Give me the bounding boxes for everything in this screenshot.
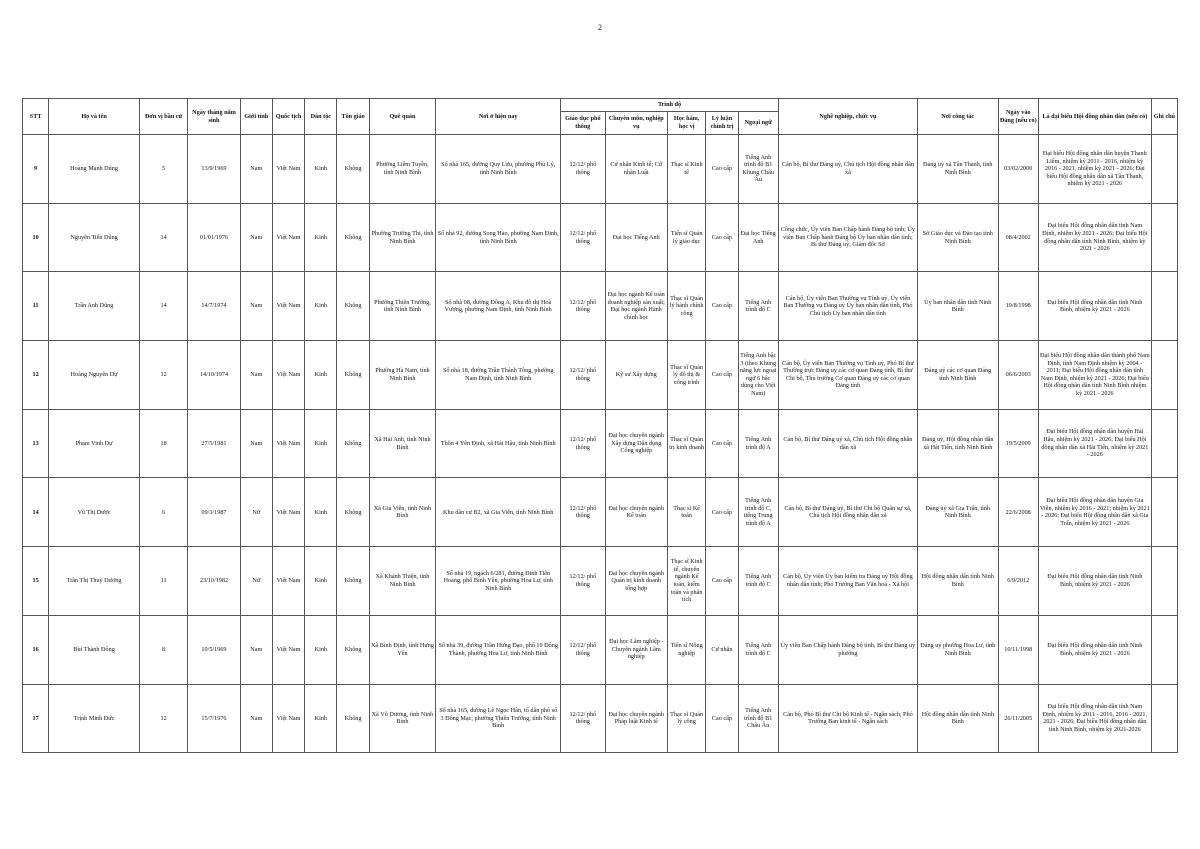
cell-degree: Thạc sĩ Kinh tế [668, 135, 706, 204]
header-stt: STT [23, 99, 49, 135]
header-political: Lý luận chính trị [706, 112, 738, 135]
cell-religion: Không [337, 341, 369, 410]
cell-residence: Số nhà 39, đường Trần Hưng Đạo, phố 10 Đông Thành, phường Hoa Lư, tỉnh Ninh Bình [436, 615, 561, 684]
cell-ethnicity: Kinh [305, 547, 337, 616]
cell-party-date: 26/11/2005 [998, 684, 1038, 753]
cell-name: Hoàng Mạnh Dũng [49, 135, 140, 204]
cell-specialty: Đại học Lâm nghiệp - Chuyên ngành Lâm nghiệp [605, 615, 667, 684]
cell-name: Hoàng Nguyên Dự [49, 341, 140, 410]
cell-degree: Tiến sĩ Quản lý giáo dục [668, 203, 706, 272]
cell-party-date: 19/8/1998 [998, 272, 1038, 341]
cell-ethnicity: Kinh [305, 615, 337, 684]
header-workplace: Nơi công tác [917, 99, 998, 135]
cell-gender: Nam [240, 684, 272, 753]
cell-party-date: 10/11/1998 [998, 615, 1038, 684]
table-row [23, 478, 1178, 547]
header-religion: Tôn giáo [337, 99, 369, 135]
table-row [23, 341, 1178, 410]
header-name: Họ và tên [49, 99, 140, 135]
header-nationality: Quốc tịch [272, 99, 304, 135]
cell-general-edu: 12/12/ phổ thông [561, 684, 605, 753]
cell-general-edu: 12/12/ phổ thông [561, 135, 605, 204]
cell-hometown: Xã Vũ Dương, tỉnh Ninh Bình [369, 684, 436, 753]
cell-political: Cao cấp [706, 203, 738, 272]
cell-general-edu: 12/12/ phổ thông [561, 272, 605, 341]
cell-stt: 14 [23, 478, 49, 547]
cell-ethnicity: Kinh [305, 272, 337, 341]
cell-delegate: Đại biểu Hội đồng nhân dân tỉnh Ninh Bình, nhiệm kỳ 2021 - 2026 [1038, 615, 1151, 684]
header-dob: Ngày tháng năm sinh [188, 99, 240, 135]
cell-dob: 10/5/1969 [188, 615, 240, 684]
cell-degree: Thạc sĩ Quản trị kinh doanh [668, 409, 706, 478]
cell-dob: 14/10/1974 [188, 341, 240, 410]
header-delegate: Là đại biểu Hội đồng nhân dân (nếu có) [1038, 99, 1151, 135]
cell-note [1151, 478, 1177, 547]
cell-party-date: 06/6/2003 [998, 341, 1038, 410]
cell-hometown: Xã Bình Định, tỉnh Hưng Yên [369, 615, 436, 684]
cell-gender: Nam [240, 409, 272, 478]
cell-degree: Thạc sĩ Quản lý công [668, 684, 706, 753]
cell-workplace: Đảng uỷ xã Tân Thanh, tỉnh Ninh Bình [917, 135, 998, 204]
cell-language: Tiếng Anh trình độ B1 Khung Châu Âu [738, 135, 778, 204]
cell-language: Tiếng Anh trình độ C [738, 272, 778, 341]
cell-workplace: Sở Giáo dục và Đào tạo tỉnh Ninh Bình [917, 203, 998, 272]
cell-language: Tiếng Anh trình độ A [738, 409, 778, 478]
cell-dob: 27/5/1981 [188, 409, 240, 478]
cell-general-edu: 12/12/ phổ thông [561, 203, 605, 272]
cell-gender: Nữ [240, 478, 272, 547]
header-note: Ghi chú [1151, 99, 1177, 135]
cell-note [1151, 341, 1177, 410]
cell-political: Cử nhân [706, 615, 738, 684]
cell-specialty: Cử nhân Kinh tế; Cử nhân Luật [605, 135, 667, 204]
cell-ethnicity: Kinh [305, 409, 337, 478]
cell-stt: 9 [23, 135, 49, 204]
cell-religion: Không [337, 684, 369, 753]
cell-specialty: Đại học chuyên ngành Kế toán [605, 478, 667, 547]
cell-political: Cao cấp [706, 547, 738, 616]
header-degree: Học hàm, học vị [668, 112, 706, 135]
cell-general-edu: 12/12/ phổ thông [561, 478, 605, 547]
table-row [23, 547, 1178, 616]
cell-name: Trần Thị Thuỳ Dương [49, 547, 140, 616]
cell-occupation: Cán bộ, Bí thư Đảng uỷ xã, Chủ tịch Hội đồng nhân dân xã [778, 409, 917, 478]
cell-residence: Khu dân cư B2, xã Gia Viễn, tỉnh Ninh Bình [436, 478, 561, 547]
cell-residence: Số nhà 18, đường Trần Thánh Tông, phường Nam Định, tỉnh Ninh Bình [436, 341, 561, 410]
cell-ethnicity: Kinh [305, 684, 337, 753]
cell-party-date: 03/02/2000 [998, 135, 1038, 204]
cell-hometown: Xã Hải Anh, tỉnh Ninh Bình [369, 409, 436, 478]
cell-name: Nguyễn Tiến Dũng [49, 203, 140, 272]
cell-delegate: Đại biểu Hội đồng nhân dân tỉnh Ninh Bình, nhiệm kỳ 2021 - 2026 [1038, 272, 1151, 341]
cell-stt: 10 [23, 203, 49, 272]
cell-specialty: Đại học chuyên ngành Xây dựng Dân dụng Công nghiệp [605, 409, 667, 478]
cell-stt: 17 [23, 684, 49, 753]
cell-general-edu: 12/12/ phổ thông [561, 615, 605, 684]
cell-unit: 14 [139, 272, 187, 341]
table-row [23, 203, 1178, 272]
cell-gender: Nam [240, 203, 272, 272]
cell-stt: 16 [23, 615, 49, 684]
header-specialty: Chuyên môn, nghiệp vụ [605, 112, 667, 135]
cell-religion: Không [337, 547, 369, 616]
header-party-date: Ngày vào Đảng (nếu có) [998, 99, 1038, 135]
cell-language: Tiếng Anh bậc 3 (theo Khung năng lực ngoại ngữ 6 bậc dùng cho Việt Nam) [738, 341, 778, 410]
cell-degree: Thạc sĩ Kinh tế, chuyên ngành Kế toán, kiểm toán và phân tích [668, 547, 706, 616]
cell-workplace: Đảng uỷ, Hội đồng nhân dân xã Hải Tiến, tỉnh Ninh Bình [917, 409, 998, 478]
cell-stt: 12 [23, 341, 49, 410]
cell-residence: Số nhà 92, đường Song Hào, phường Nam Định, tỉnh Ninh Bình [436, 203, 561, 272]
cell-name: Bùi Thành Đông [49, 615, 140, 684]
cell-religion: Không [337, 203, 369, 272]
cell-occupation: Cán bộ, Ủy viên Ban Thường vụ Tỉnh uỷ, Ủy viên Ban Thường vụ Đảng uỷ Ủy ban nhân dân tỉnh, Phó Chủ tịch Ủy ban nhân dân tỉnh [778, 272, 917, 341]
cell-gender: Nam [240, 135, 272, 204]
cell-workplace: Đảng uỷ phường Hoa Lư, tỉnh Ninh Bình [917, 615, 998, 684]
cell-nationality: Việt Nam [272, 615, 304, 684]
cell-note [1151, 135, 1177, 204]
table-row [23, 684, 1178, 753]
cell-workplace: Hội đồng nhân dân tỉnh Ninh Bình [917, 684, 998, 753]
table-row [23, 409, 1178, 478]
cell-general-edu: 12/12/ phổ thông [561, 341, 605, 410]
table-row [23, 135, 1178, 204]
cell-specialty: Đại học ngành Kế toán doanh nghiệp sản xuất; Đại học ngành Hành chính học [605, 272, 667, 341]
cell-dob: 01/01/1976 [188, 203, 240, 272]
cell-workplace: Đảng uỷ các cơ quan Đảng tỉnh Ninh Bình [917, 341, 998, 410]
header-ethnicity: Dân tộc [305, 99, 337, 135]
cell-stt: 15 [23, 547, 49, 616]
cell-unit: 8 [139, 615, 187, 684]
cell-ethnicity: Kinh [305, 478, 337, 547]
cell-general-edu: 12/12/ phổ thông [561, 409, 605, 478]
cell-note [1151, 615, 1177, 684]
cell-dob: 14/7/1974 [188, 272, 240, 341]
cell-specialty: Đại học chuyên ngành Pháp luật Kinh tế [605, 684, 667, 753]
header-language: Ngoại ngữ [738, 112, 778, 135]
cell-residence: Số nhà 165, đường Lê Ngọc Hân, tổ dân phố số 3 Đông Mạc, phường Thiên Trường, tỉnh Ninh Bình [436, 684, 561, 753]
cell-political: Cao cấp [706, 684, 738, 753]
cell-degree: Thạc sĩ Quản lý hành chính công [668, 272, 706, 341]
cell-religion: Không [337, 478, 369, 547]
cell-unit: 6 [139, 478, 187, 547]
cell-delegate: Đại biểu Hội đồng nhân dân tỉnh Nam Định, nhiệm kỳ 2021 - 2026; Đại biểu Hội đồng nhân dân tỉnh Ninh Bình, nhiệm kỳ 2021 - 2026 [1038, 203, 1151, 272]
cell-hometown: Phường Hà Nam, tỉnh Ninh Bình [369, 341, 436, 410]
cell-stt: 11 [23, 272, 49, 341]
cell-name: Trần Anh Dũng [49, 272, 140, 341]
cell-delegate: Đại biểu Hội đồng nhân dân thành phố Nam Định, tỉnh Nam Định nhiệm kỳ 2004 - 2011; Đại biểu Hội đồng nhân dân tỉnh Nam Định, nhiệm kỳ 2021 - 2026; Đại biểu Hội đồng nhân dân tỉnh Ninh Bình nhiệm kỳ 2021 - 2026 [1038, 341, 1151, 410]
cell-dob: 15/7/1976 [188, 684, 240, 753]
cell-gender: Nữ [240, 547, 272, 616]
cell-note [1151, 547, 1177, 616]
cell-hometown: Phường Trường Thi, tỉnh Ninh Bình [369, 203, 436, 272]
cell-hometown: Phường Liêm Tuyền, tỉnh Ninh Bình [369, 135, 436, 204]
cell-political: Cao cấp [706, 272, 738, 341]
table-row [23, 272, 1178, 341]
cell-gender: Nam [240, 341, 272, 410]
table-row [23, 615, 1178, 684]
cell-occupation: Cán bộ, Ủy viên Ủy ban kiểm tra Đảng uỷ Hội đồng nhân dân tỉnh; Phó Trưởng Ban Văn hoá - Xã hội [778, 547, 917, 616]
candidate-table [22, 98, 1178, 753]
header-occupation: Nghề nghiệp, chức vụ [778, 99, 917, 135]
cell-occupation: Cán bộ, Phó Bí thư Chi bộ Kinh tế - Ngân sách, Phó Trưởng Ban kinh tế - Ngân sách [778, 684, 917, 753]
cell-delegate: Đại biểu Hội đồng nhân dân huyện Hải Hậu, nhiệm kỳ 2021 - 2026; Đại biểu Hội đồng nhân dân xã Hải Tiến, nhiệm kỳ 2021 - 2026 [1038, 409, 1151, 478]
cell-party-date: 22/6/2008 [998, 478, 1038, 547]
cell-ethnicity: Kinh [305, 341, 337, 410]
cell-note [1151, 203, 1177, 272]
cell-unit: 12 [139, 684, 187, 753]
cell-dob: 23/10/1982 [188, 547, 240, 616]
cell-nationality: Việt Nam [272, 409, 304, 478]
cell-degree: Thạc sĩ Kế toán [668, 478, 706, 547]
cell-specialty: Kỹ sư Xây dựng [605, 341, 667, 410]
cell-delegate: Đại biểu Hội đồng nhân dân huyện Thanh Liêm, nhiệm kỳ 2011 - 2016, nhiệm kỳ 2016 - 2021, nhiệm kỳ 2021 - 2026; Đại biểu Hội đồng nhân dân xã Tân Thanh, nhiệm kỳ 2021 - 2026 [1038, 135, 1151, 204]
cell-occupation: Cán bộ, Ủy viên Ban Thường vụ Tỉnh uỷ, Phó Bí thư Thường trực Đảng uỷ các cơ quan Đảng tỉnh, Bí thư Chi bộ, Thủ trưởng Cơ quan Đảng uỷ các cơ quan Đảng tỉnh [778, 341, 917, 410]
header-hometown: Quê quán [369, 99, 436, 135]
cell-gender: Nam [240, 615, 272, 684]
cell-language: Tiếng Anh trình độ C, tiếng Trung trình độ A [738, 478, 778, 547]
cell-note [1151, 272, 1177, 341]
cell-political: Cao cấp [706, 409, 738, 478]
cell-dob: 13/9/1969 [188, 135, 240, 204]
cell-nationality: Việt Nam [272, 547, 304, 616]
cell-degree: Thạc sĩ Quản lý đô thị & công trình [668, 341, 706, 410]
cell-occupation: Cán bộ, Bí thư Đảng uỷ, Chủ tịch Hội đồng nhân dân xã [778, 135, 917, 204]
cell-religion: Không [337, 409, 369, 478]
cell-nationality: Việt Nam [272, 203, 304, 272]
cell-party-date: 08/4/2002 [998, 203, 1038, 272]
cell-political: Cao cấp [706, 135, 738, 204]
cell-unit: 14 [139, 203, 187, 272]
cell-stt: 13 [23, 409, 49, 478]
cell-unit: 11 [139, 547, 187, 616]
cell-language: Tiếng Anh trình độ B1 Châu Âu [738, 684, 778, 753]
cell-delegate: Đại biểu Hội đồng nhân dân huyện Gia Viễn, nhiệm kỳ 2016 - 2021; nhiệm kỳ 2021 - 2026; Đại biểu Hội đồng nhân dân xã Gia Trấn, nhiệm kỳ 2021 - 2026 [1038, 478, 1151, 547]
cell-general-edu: 12/12/ phổ thông [561, 547, 605, 616]
cell-political: Cao cấp [706, 341, 738, 410]
cell-note [1151, 409, 1177, 478]
cell-nationality: Việt Nam [272, 272, 304, 341]
cell-workplace: Hội đồng nhân dân tỉnh Ninh Bình [917, 547, 998, 616]
cell-language: Tiếng Anh trình độ C [738, 547, 778, 616]
cell-gender: Nam [240, 272, 272, 341]
cell-residence: Thôn 4 Yên Định, xã Hải Hậu, tỉnh Ninh Bình [436, 409, 561, 478]
header-gender: Giới tính [240, 99, 272, 135]
cell-hometown: Xã Khánh Thiện, tỉnh Ninh Bình [369, 547, 436, 616]
page-number: 2 [598, 23, 602, 32]
cell-ethnicity: Kinh [305, 203, 337, 272]
header-unit: Đơn vị bầu cử [139, 99, 187, 135]
cell-ethnicity: Kinh [305, 135, 337, 204]
cell-unit: 5 [139, 135, 187, 204]
cell-nationality: Việt Nam [272, 684, 304, 753]
cell-occupation: Ủy viên Ban Chấp hành Đảng bộ tỉnh, Bí thư Đảng uỷ phường [778, 615, 917, 684]
cell-unit: 18 [139, 409, 187, 478]
header-education-group: Trình độ [561, 99, 779, 112]
cell-language: Tiếng Anh trình độ C [738, 615, 778, 684]
cell-party-date: 19/5/2009 [998, 409, 1038, 478]
cell-workplace: Ủy ban nhân dân tỉnh Ninh Bình [917, 272, 998, 341]
cell-hometown: Phường Thiên Trường, tỉnh Ninh Bình [369, 272, 436, 341]
cell-delegate: Đại biểu Hội đồng nhân dân tỉnh Ninh Bình, nhiệm kỳ 2021 - 2026 [1038, 547, 1151, 616]
cell-religion: Không [337, 272, 369, 341]
cell-specialty: Đại học chuyên ngành Quản trị kinh doanh tổng hợp [605, 547, 667, 616]
cell-nationality: Việt Nam [272, 341, 304, 410]
cell-specialty: Đại học Tiếng Anh [605, 203, 667, 272]
cell-residence: Số nhà 08, đường Đông A, Khu đô thị Hoà Vượng, phường Nam Định, tỉnh Ninh Bình [436, 272, 561, 341]
cell-unit: 12 [139, 341, 187, 410]
cell-name: Phạm Vinh Dự [49, 409, 140, 478]
cell-religion: Không [337, 615, 369, 684]
cell-occupation: Cán bộ, Bí thư Đảng uỷ, Bí thư Chi bộ Quân sự xã, Chủ tịch Hội đồng nhân dân xã [778, 478, 917, 547]
cell-residence: Số nhà 19, ngách 6/281, đường Đinh Tiên Hoàng, phố Bình Yên, phường Hoa Lư, tỉnh Ninh Bình [436, 547, 561, 616]
cell-religion: Không [337, 135, 369, 204]
table-body [23, 135, 1178, 753]
cell-name: Vũ Thị Dược [49, 478, 140, 547]
cell-residence: Số nhà 165, đường Quy Lưu, phường Phủ Lý, tỉnh Ninh Bình [436, 135, 561, 204]
header-general-edu: Giáo dục phổ thông [561, 112, 605, 135]
cell-political: Cao cấp [706, 478, 738, 547]
cell-workplace: Đảng uỷ xã Gia Trấn, tỉnh Ninh Bình [917, 478, 998, 547]
cell-nationality: Việt Nam [272, 135, 304, 204]
cell-nationality: Việt Nam [272, 478, 304, 547]
cell-party-date: 6/9/2012 [998, 547, 1038, 616]
cell-hometown: Xã Gia Viễn, tỉnh Ninh Bình [369, 478, 436, 547]
cell-delegate: Đại biểu Hội đồng nhân dân tỉnh Nam Định, nhiệm kỳ 2011 - 2016, 2016 - 2021, 2021 - 2026; Đại biểu Hội đồng nhân dân tỉnh Ninh Bình, nhiệm kỳ 2021-2026 [1038, 684, 1151, 753]
cell-note [1151, 684, 1177, 753]
cell-dob: 09/3/1987 [188, 478, 240, 547]
cell-language: Đại học Tiếng Anh [738, 203, 778, 272]
header-residence: Nơi ở hiện nay [436, 99, 561, 135]
cell-degree: Tiến sĩ Nông nghiệp [668, 615, 706, 684]
cell-name: Trịnh Minh Đức [49, 684, 140, 753]
cell-occupation: Công chức, Ủy viên Ban Chấp hành Đảng bộ tỉnh; Ủy viên Ban Chấp hành Đảng bộ Ủy ban nhân dân tỉnh; Bí thư Đảng uỷ, Giám đốc Sở [778, 203, 917, 272]
